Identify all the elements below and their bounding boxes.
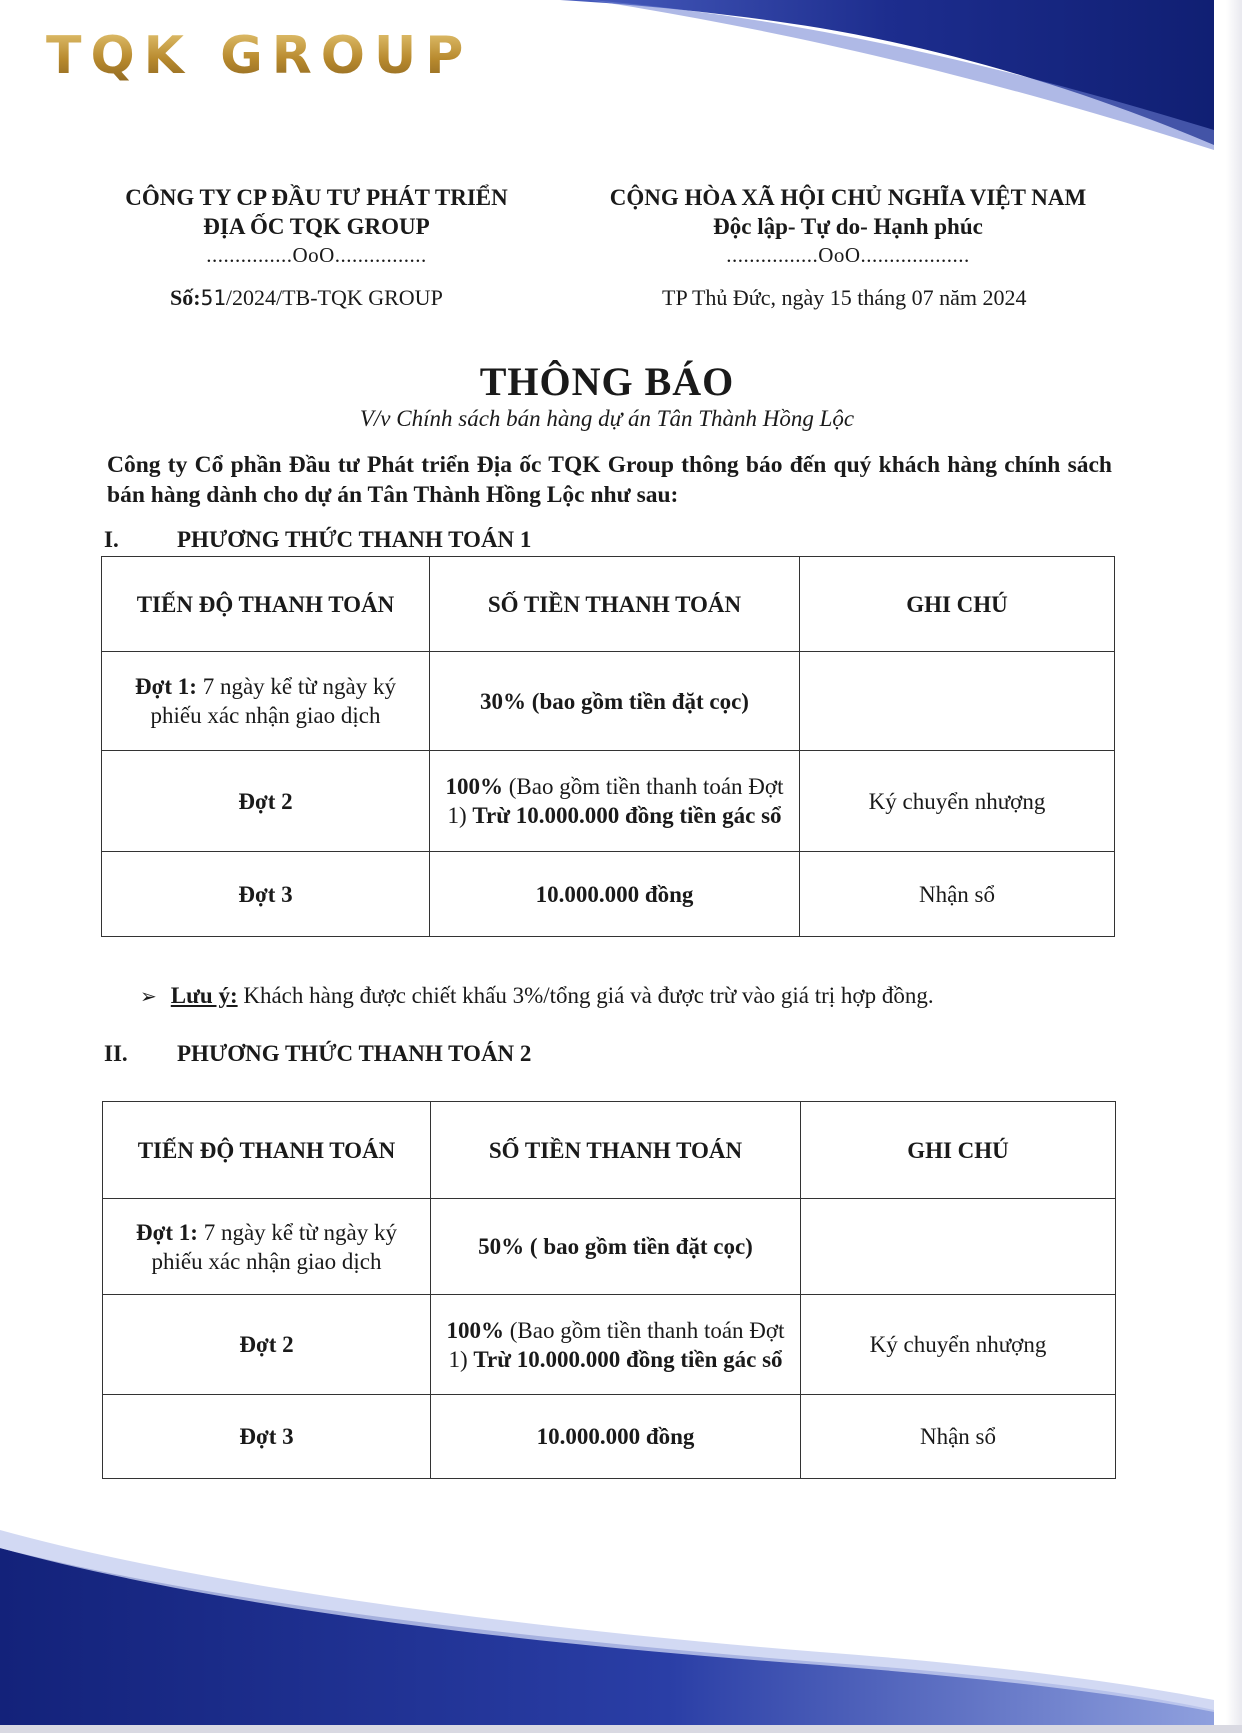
cell-amount: 30% (bao gồm tiền đặt cọc) — [430, 652, 800, 751]
document-number-suffix: /2024/TB-TQK GROUP — [225, 285, 443, 310]
intro-paragraph: Công ty Cổ phần Đầu tư Phát triển Địa ốc TQK Group thông báo đến quý khách hàng chính sách bán hàng dành cho dự án Tân Thành Hồng Lộc như sau: — [107, 452, 1112, 508]
section-1-heading — [104, 527, 531, 553]
table-row — [102, 652, 1115, 751]
cell-stage — [102, 652, 430, 751]
section-2-number: II. — [104, 1041, 128, 1066]
cell-stage: Đợt 3 — [103, 1395, 431, 1479]
page-bottom-edge — [0, 1725, 1242, 1733]
national-header — [588, 183, 1108, 270]
company-logo: TQK GROUP — [46, 26, 473, 86]
table-row — [103, 1295, 1116, 1395]
cell-note: Nhận sổ — [800, 852, 1115, 937]
stage-description: 7 ngày kể từ ngày ký phiếu xác nhận giao dịch — [151, 1219, 397, 1274]
section-1-number: I. — [104, 527, 119, 552]
document-number — [170, 285, 443, 311]
header-divider-left: ...............OoO................ — [206, 243, 427, 267]
document-subtitle: V/v Chính sách bán hàng dự án Tân Thành Hồng Lộc — [359, 406, 855, 431]
national-motto: Độc lập- Tự do- Hạnh phúc — [713, 214, 983, 239]
cell-note: Nhận sổ — [801, 1395, 1116, 1479]
stage-label: Đợt 1: — [135, 674, 197, 699]
header-divider-right: ................OoO................... — [726, 243, 970, 267]
amount-description: (Bao gồm tiền thanh toán Đợt 1) — [447, 774, 784, 828]
company-name-line1: CÔNG TY CP ĐẦU TƯ PHÁT TRIỂN — [125, 185, 508, 210]
table-row — [102, 852, 1115, 937]
cell-amount: 50% ( bao gồm tiền đặt cọc) — [431, 1199, 801, 1295]
section-2-heading — [104, 1041, 531, 1067]
table-row — [103, 1199, 1116, 1295]
amount-percent: 100% — [445, 774, 504, 799]
cell-stage: Đợt 2 — [102, 751, 430, 852]
column-header-note: GHI CHÚ — [801, 1102, 1116, 1199]
amount-description: (Bao gồm tiền thanh toán Đợt 1) — [448, 1317, 785, 1372]
table-header-row — [102, 557, 1115, 652]
cell-stage: Đợt 2 — [103, 1295, 431, 1395]
company-name-line2: ĐỊA ỐC TQK GROUP — [203, 214, 430, 239]
document-number-value: 51 — [200, 286, 226, 310]
cell-note: Ký chuyển nhượng — [800, 751, 1115, 852]
note-text: Khách hàng được chiết khấu 3%/tổng giá và được trừ vào giá trị hợp đồng. — [237, 983, 934, 1008]
column-header-schedule: TIẾN ĐỘ THANH TOÁN — [103, 1102, 431, 1199]
stage-description: 7 ngày kể từ ngày ký phiếu xác nhận giao dịch — [150, 674, 396, 728]
column-header-amount: SỐ TIỀN THANH TOÁN — [431, 1102, 801, 1199]
document-title: THÔNG BÁO — [479, 359, 735, 404]
note-label: Lưu ý: — [170, 983, 238, 1008]
page-right-edge — [1226, 0, 1242, 1733]
section-2-title: PHƯƠNG THỨC THANH TOÁN 2 — [177, 1041, 532, 1066]
national-title: CỘNG HÒA XÃ HỘI CHỦ NGHĨA VIỆT NAM — [609, 185, 1087, 210]
cell-amount: 10.000.000 đồng — [431, 1395, 801, 1479]
column-header-amount: SỐ TIỀN THANH TOÁN — [430, 557, 800, 652]
document-date: TP Thủ Đức, ngày 15 tháng 07 năm 2024 — [662, 285, 1027, 310]
arrow-bullet-icon: ➢ — [140, 984, 157, 1008]
cell-note: Ký chuyển nhượng — [801, 1295, 1116, 1395]
cell-amount — [431, 1295, 801, 1395]
cell-note — [800, 652, 1115, 751]
payment-table-2 — [102, 1101, 1116, 1479]
amount-percent: 100% — [446, 1317, 505, 1343]
column-header-schedule: TIẾN ĐỘ THANH TOÁN — [102, 557, 430, 652]
payment-table-1 — [101, 556, 1115, 937]
document-number-label: Số: — [170, 285, 201, 310]
cell-amount: 10.000.000 đồng — [430, 852, 800, 937]
amount-deduction: Trừ 10.000.000 đồng tiền gác sổ — [472, 803, 782, 828]
cell-stage: Đợt 3 — [102, 852, 430, 937]
section-1-title: PHƯƠNG THỨC THANH TOÁN 1 — [177, 527, 532, 552]
discount-note — [140, 983, 934, 1009]
column-header-note: GHI CHÚ — [800, 557, 1115, 652]
cell-amount — [430, 751, 800, 852]
amount-deduction: Trừ 10.000.000 đồng tiền gác sổ — [473, 1346, 783, 1372]
cell-note — [801, 1199, 1116, 1295]
table-row — [102, 751, 1115, 852]
company-header — [104, 183, 529, 270]
cell-stage — [103, 1199, 431, 1295]
table-header-row — [103, 1102, 1116, 1199]
table-row — [103, 1395, 1116, 1479]
stage-label: Đợt 1: — [136, 1219, 198, 1245]
